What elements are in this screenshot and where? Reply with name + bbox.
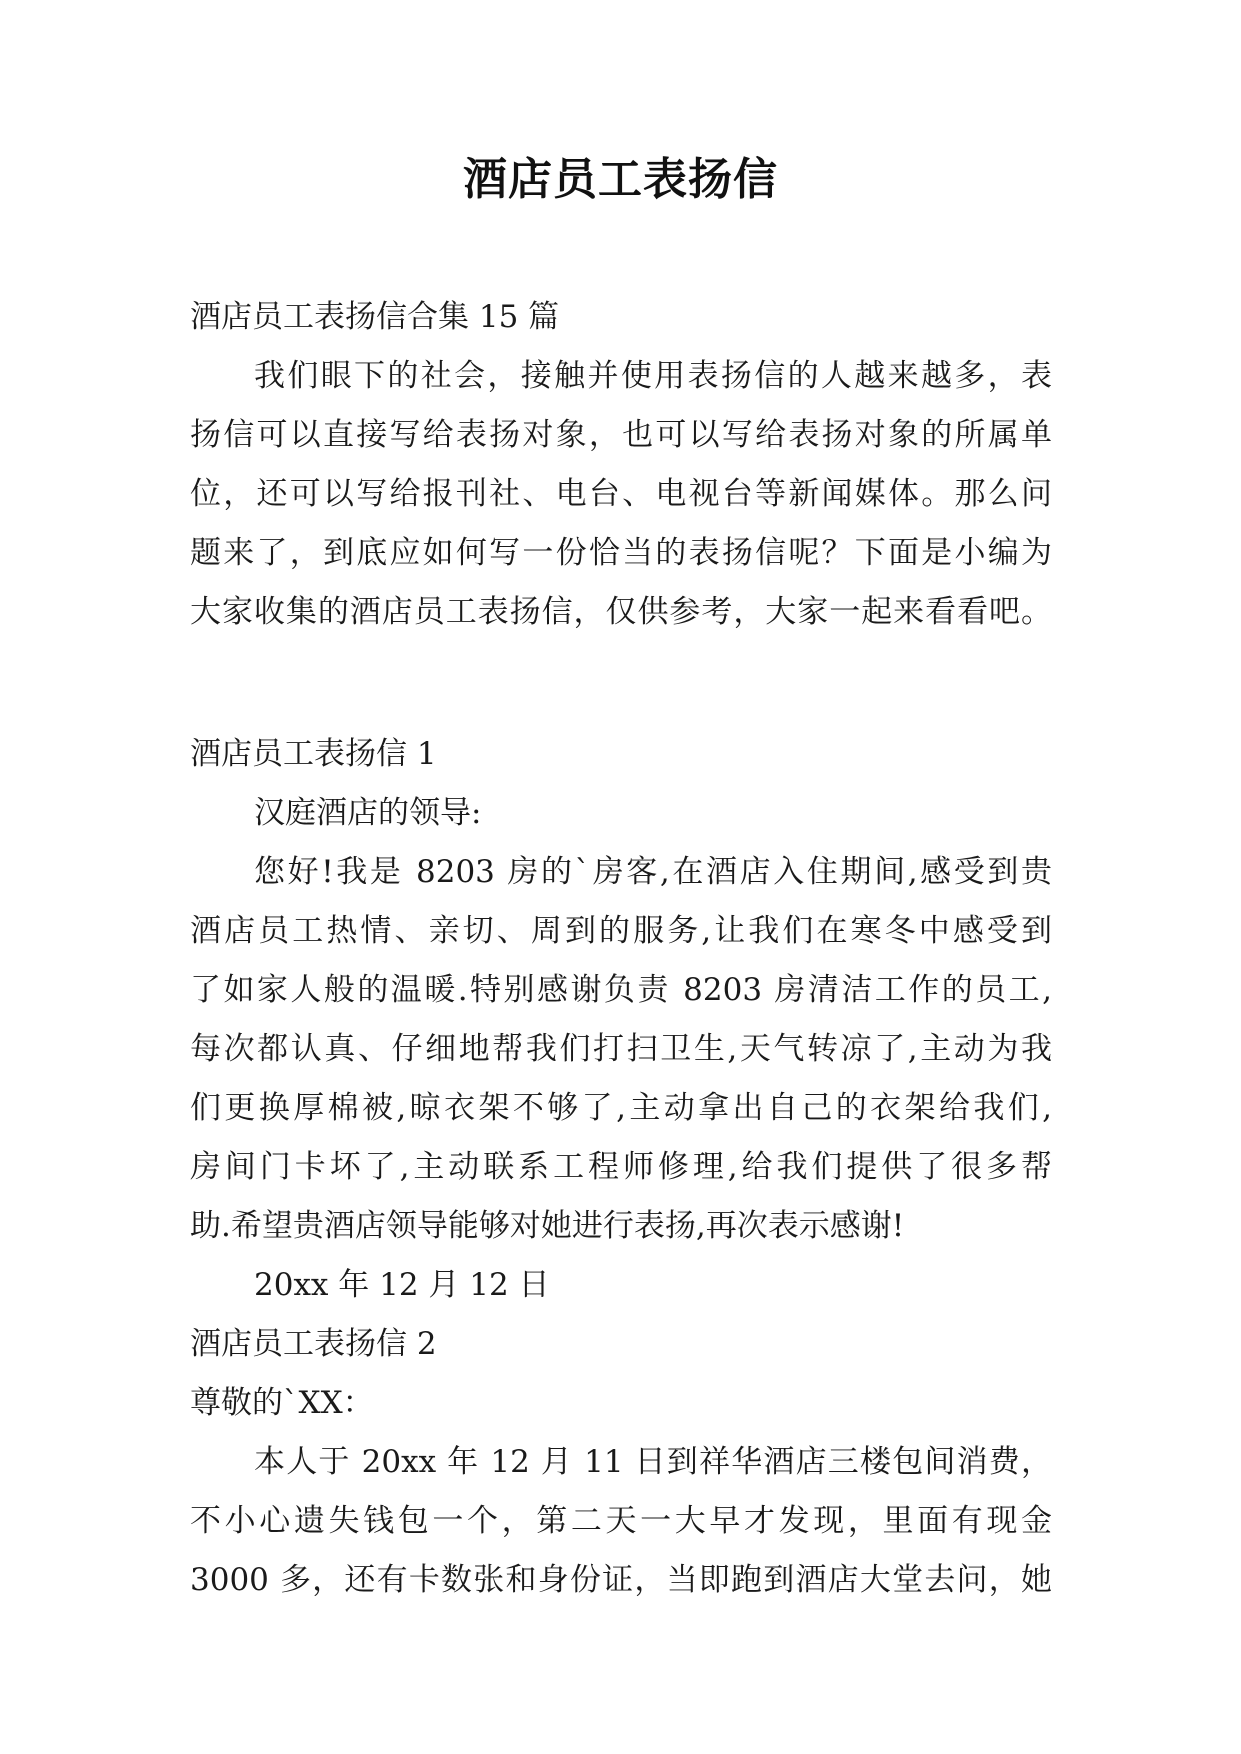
intro-line: 题来了，到底应如何写一份恰当的表扬信呢？下面是小编为	[190, 535, 1052, 571]
intro-line: 大家收集的酒店员工表扬信，仅供参考，大家一起来看看吧。	[190, 594, 1052, 630]
letter-1-line: 房间门卡坏了,主动联系工程师修理,给我们提供了很多帮	[190, 1149, 1052, 1185]
letter-1-line: 每次都认真、仔细地帮我们打扫卫生,天气转凉了,主动为我	[190, 1031, 1052, 1067]
letter-1-date: 20xx 年 12 月 12 日	[254, 1267, 550, 1303]
letter-2-heading: 酒店员工表扬信 2	[190, 1326, 437, 1362]
paragraph-gap	[190, 642, 1052, 701]
letter-2-line: 本人于 20xx 年 12 月 11 日到祥华酒店三楼包间消费，	[254, 1444, 1052, 1480]
intro-line: 扬信可以直接写给表扬对象，也可以写给表扬对象的所属单	[190, 417, 1052, 453]
intro-line: 位，还可以写给报刊社、电台、电视台等新闻媒体。那么问	[190, 476, 1052, 512]
letter-1-line: 助.希望贵酒店领导能够对她进行表扬,再次表示感谢!	[190, 1208, 905, 1244]
letter-1-line: 酒店员工热情、亲切、周到的服务,让我们在寒冬中感受到	[190, 913, 1052, 949]
letter-1-heading: 酒店员工表扬信 1	[190, 736, 437, 772]
letter-2-line: 不小心遗失钱包一个，第二天一大早才发现，里面有现金	[190, 1503, 1052, 1539]
intro-line: 我们眼下的社会，接触并使用表扬信的人越来越多，表	[254, 358, 1052, 394]
paragraph-gap	[190, 701, 1052, 725]
letter-2-line: 3000 多，还有卡数张和身份证，当即跑到酒店大堂去问，她	[190, 1562, 1052, 1598]
collection-heading: 酒店员工表扬信合集 15 篇	[190, 299, 560, 335]
letter-1-line: 们更换厚棉被,晾衣架不够了,主动拿出自己的衣架给我们,	[190, 1090, 1052, 1126]
document-body	[190, 288, 1052, 1610]
letter-1-line: 您好!我是 8203 房的`房客,在酒店入住期间,感受到贵	[254, 854, 1052, 890]
letter-1-line: 了如家人般的温暖.特别感谢负责 8203 房清洁工作的员工,	[190, 972, 1052, 1008]
letter-1-salutation: 汉庭酒店的领导:	[254, 795, 482, 831]
document-title: 酒店员工表扬信	[463, 154, 778, 205]
letter-2-salutation: 尊敬的`XX：	[190, 1385, 374, 1421]
